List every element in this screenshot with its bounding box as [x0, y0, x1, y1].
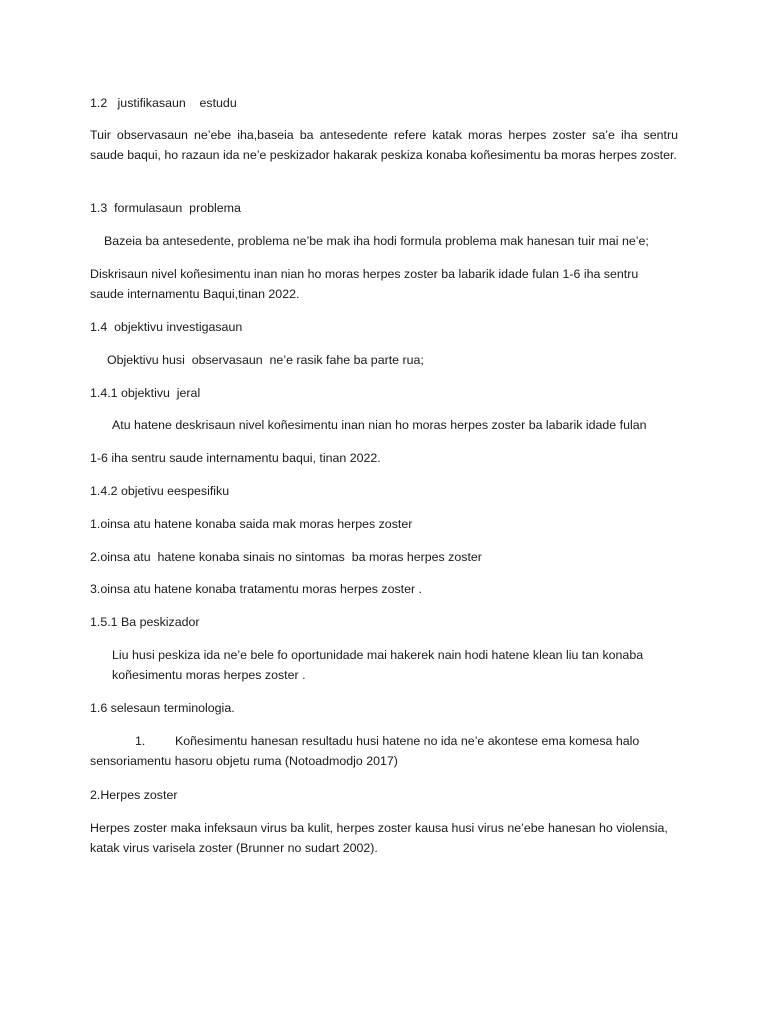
section-heading-1-4: 1.4 objektivu investigasaun — [90, 320, 243, 334]
section-heading-1-5-1: 1.5.1 Ba peskizador — [90, 615, 200, 629]
list-item: 3.oinsa atu hatene konaba tratamentu moras herpes zoster . — [90, 582, 422, 596]
paragraph-general-objective: Atu hatene deskrisaun nivel koñesimentu inan nian ho moras herpes zoster ba labarik idade fulan — [112, 418, 647, 432]
list-item: 1.oinsa atu hatene konaba saida mak moras herpes zoster — [90, 517, 413, 531]
section-heading-1-4-2: 1.4.2 objetivu eespesifiku — [90, 484, 230, 498]
list-item: 2.oinsa atu hatene konaba sinais no sintomas ba moras herpes zoster — [90, 550, 482, 564]
section-heading-1-3: 1.3 formulasaun problema — [90, 201, 241, 215]
paragraph-problem-intro: Bazeia ba antesedente, problema ne’be mak iha hodi formula problema mak hanesan tuir mai ne’e; — [104, 234, 649, 248]
paragraph-objectives-intro: Objektivu husi observasaun ne’e rasik fahe ba parte rua; — [107, 353, 424, 367]
paragraph-justification: Tuir observasaun ne’ebe iha,baseia ba antesedente refere katak moras herpes zoster sa’e iha sentru saude baqui, ho razaun ida ne’e peskizador hakarak peskiza konaba koñesimentu ba moras herpes zoster. — [90, 128, 678, 162]
paragraph-researcher-benefit: Liu husi peskiza ida ne’e bele fo oportunidade mai hakerek nain hodi hatene klean liu tan konaba koñesimentu moras herpes zoster . — [112, 648, 644, 682]
terminology-item-text-continued: sensoriamentu hasoru objetu ruma (Notoadmodjo 2017) — [90, 754, 398, 768]
section-heading-1-2: 1.2 justifikasaun estudu — [90, 96, 237, 110]
paragraph-problem-formulation: Diskrisaun nivel koñesimentu inan nian ho moras herpes zoster ba labarik idade fulan 1-6 iha sentru saude internamentu Baqui,tinan 2022. — [90, 267, 639, 301]
section-heading-1-4-1: 1.4.1 objektivu jeral — [90, 386, 201, 400]
terminology-item-number: 1. — [135, 734, 146, 748]
terminology-item-text: Koñesimentu hanesan resultadu husi hatene no ida ne’e akontese ema komesa halo — [175, 734, 640, 748]
section-heading-2: 2.Herpes zoster — [90, 788, 178, 802]
paragraph-general-objective-continued: 1-6 iha sentru saude internamentu baqui, tinan 2022. — [90, 451, 381, 465]
section-heading-1-6: 1.6 selesaun terminologia. — [90, 701, 235, 715]
paragraph-herpes-zoster: Herpes zoster maka infeksaun virus ba kulit, herpes zoster kausa husi virus ne’ebe hanesan ho violensia, katak virus varisela zoster (Brunner no sudart 2002). — [90, 821, 668, 855]
